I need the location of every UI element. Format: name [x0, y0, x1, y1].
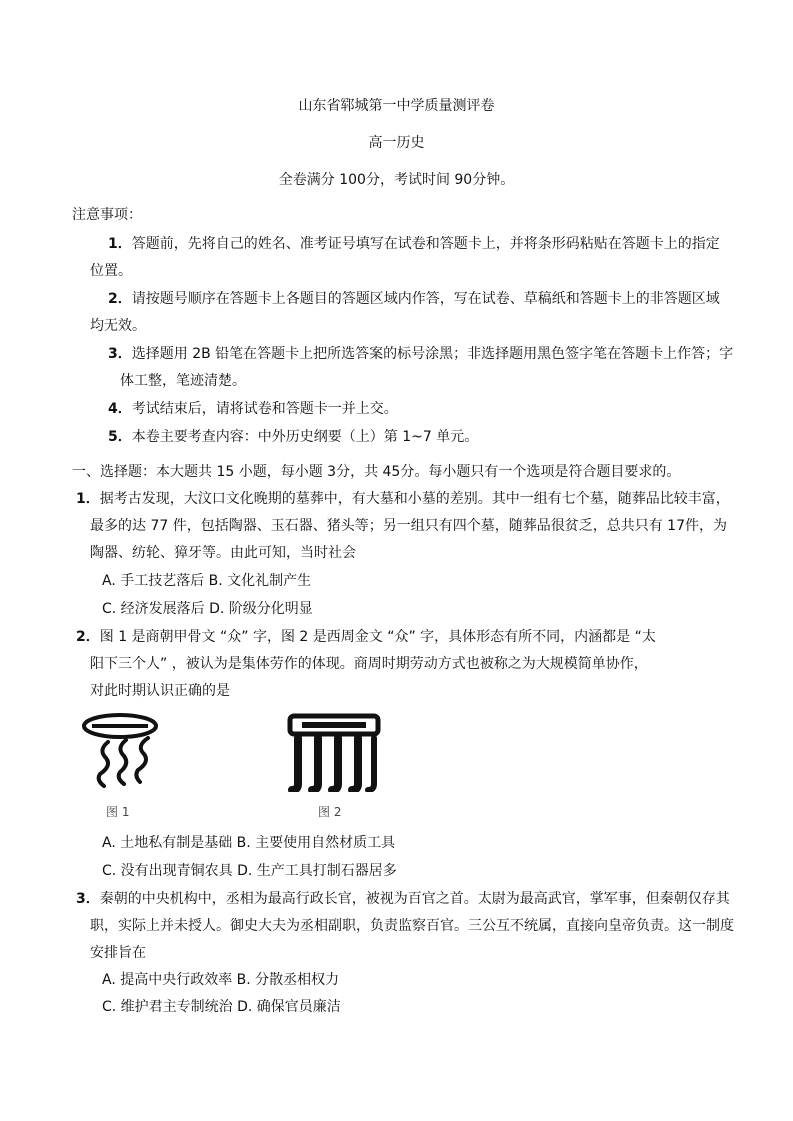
- question-3-line-2: 职，实际上并未授人。御史大夫为丞相副职，负责监察百官。三公互不统属，直接向皇帝负责。这一制度: [90, 918, 734, 934]
- question-2-line-2: 阳下三个人” ，被认为是集体劳作的体现。商周时期劳动方式也被称之为大规模简单协作，: [90, 656, 648, 672]
- notice-item-number: 2．: [108, 291, 132, 307]
- notice-item-text: 请按题号顺序在答题卡上各题目的答题区域内作答，写在试卷、草稿纸和答题卡上的非答题区域: [131, 291, 720, 307]
- notice-item-text: 答题前，先将自己的姓名、准考证号填写在试卷和答题卡上，并将条形码粘贴在答题卡上的指定: [131, 236, 720, 252]
- question-3-options-cd: C. 维护君主专制统治 D. 确保官员廉洁: [102, 999, 341, 1015]
- question-1-line-3: 陶器、纺轮、獐牙等。由此可知，当时社会: [90, 545, 356, 561]
- question-1-line-2: 最多的达 77 件，包括陶器、玉石器、猪头等；另一组只有四个墓，随葬品很贫乏，总共只有 17件，为: [90, 518, 727, 534]
- question-text: 据考古发现，大汶口文化晚期的墓葬中，有大墓和小墓的差别。其中一组有七个墓，随葬品比较丰富，: [99, 491, 730, 507]
- notice-item-text: 考试结束后，请将试卷和答题卡一并上交。: [131, 401, 398, 417]
- notice-item-number: 4．: [108, 401, 132, 417]
- exam-subject: 高一历史: [368, 135, 425, 151]
- notice-heading: 注意事项：: [72, 207, 142, 223]
- bronze-script-zhong-figure: [284, 712, 384, 792]
- notice-item-2: [108, 289, 720, 309]
- notice-item-3-cont: 体工整，笔迹清楚。: [120, 373, 246, 389]
- exam-school-title: 山东省郓城第一中学质量测评卷: [298, 98, 495, 114]
- question-2-line-3: 对此时期认识正确的是: [90, 683, 230, 699]
- notice-item-4: [108, 399, 398, 419]
- figure-1-caption: 图 1: [106, 805, 130, 819]
- question-2: [76, 627, 656, 647]
- question-3-line-3: 安排旨在: [90, 945, 146, 961]
- question-text: 秦朝的中央机构中，丞相为最高行政长官，被视为百官之首。太尉为最高武官，掌军事，但秦朝仅存其: [99, 891, 730, 907]
- notice-item-number: 5．: [108, 429, 132, 445]
- question-2-options-ab: A. 土地私有制是基础 B. 主要使用自然材质工具: [102, 835, 396, 851]
- question-text: 图 1 是商朝甲骨文 “众” 字，图 2 是西周金文 “众” 字，具体形态有所不同，内涵都是 “太: [99, 629, 656, 645]
- notice-item-1-cont: 位置。: [90, 263, 132, 279]
- notice-item-5: [108, 427, 478, 447]
- notice-item-2-cont: 均无效。: [90, 318, 146, 334]
- notice-item-text: 本卷主要考查内容：中外历史纲要（上）第 1~7 单元。: [131, 429, 479, 445]
- question-3-options-ab: A. 提高中央行政效率 B. 分散丞相权力: [102, 972, 340, 988]
- question-number: 2．: [76, 629, 100, 645]
- notice-item-3: [108, 344, 733, 364]
- figure-2-caption: 图 2: [318, 805, 342, 819]
- question-3: [76, 889, 730, 909]
- oracle-bone-zhong-figure: [78, 710, 162, 792]
- notice-item-1: [108, 234, 720, 254]
- question-1-options-ab: A. 手工技艺落后 B. 文化礼制产生: [102, 573, 312, 589]
- exam-info: 全卷满分 100分，考试时间 90分钟。: [278, 172, 515, 188]
- section-title: 一、选择题：本大题共 15 小题，每小题 3分，共 45分。每小题只有一个选项是符合题目要求的。: [72, 464, 681, 480]
- question-number: 3．: [76, 891, 100, 907]
- question-1: [76, 489, 730, 509]
- notice-item-text: 选择题用 2B 铅笔在答题卡上把所选答案的标号涂黑；非选择题用黑色签字笔在答题卡上作答；字: [131, 346, 734, 362]
- notice-item-number: 1．: [108, 236, 132, 252]
- notice-item-number: 3．: [108, 346, 132, 362]
- question-number: 1．: [76, 491, 100, 507]
- question-2-options-cd: C. 没有出现青铜农具 D. 生产工具打制石器居多: [102, 863, 397, 879]
- question-1-options-cd: C. 经济发展落后 D. 阶级分化明显: [102, 601, 313, 617]
